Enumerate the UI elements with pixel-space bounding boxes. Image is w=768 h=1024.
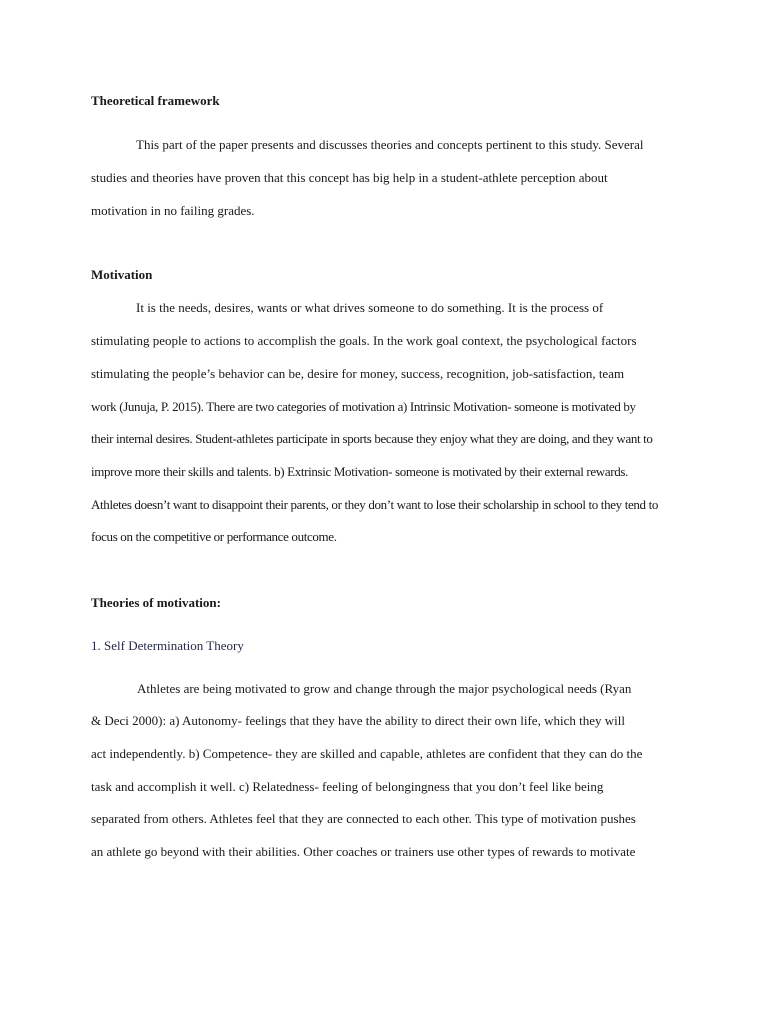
paragraph-line: their internal desires. Student-athletes participate in sports because they enjoy what they are doing, and they want to: [91, 431, 653, 446]
paragraph-line: focus on the competitive or performance outcome.: [91, 529, 337, 544]
heading-motivation: Motivation: [91, 267, 153, 282]
paragraph-line: task and accomplish it well. c) Relatedness- feeling of belongingness that you don’t feel like being: [91, 779, 604, 794]
paragraph-line: stimulating the people’s behavior can be, desire for money, success, recognition, job-satisfaction, team: [91, 366, 625, 381]
paragraph-line: separated from others. Athletes feel that they are connected to each other. This type of motivation pushes: [91, 811, 636, 826]
paragraph-line: work (Junuja, P. 2015). There are two categories of motivation a) Intrinsic Motivation- someone is motivated by: [91, 399, 636, 414]
paragraph-line: improve more their skills and talents. b) Extrinsic Motivation- someone is motivated by their external rewards.: [91, 464, 628, 479]
paragraph-line: studies and theories have proven that this concept has big help in a student-athlete perception about: [91, 170, 608, 185]
heading-theories-of-motivation: Theories of motivation:: [91, 595, 221, 610]
paragraph-line: an athlete go beyond with their abilities. Other coaches or trainers use other types of rewards to motivate: [91, 844, 636, 859]
paragraph-line: & Deci 2000): a) Autonomy- feelings that they have the ability to direct their own life, which they will: [91, 713, 625, 728]
paragraph-line: stimulating people to actions to accomplish the goals. In the work goal context, the psychological factors: [91, 333, 637, 348]
paragraph-line: Athletes doesn’t want to disappoint their parents, or they don’t want to lose their scholarship in school to they tend to: [91, 497, 658, 512]
heading-theoretical-framework: Theoretical framework: [91, 93, 220, 108]
paragraph-line: It is the needs, desires, wants or what drives someone to do something. It is the process of: [136, 300, 604, 315]
subheading-self-determination-theory: 1. Self Determination Theory: [91, 638, 244, 653]
paragraph-line: act independently. b) Competence- they are skilled and capable, athletes are confident that they can do the: [91, 746, 643, 761]
paragraph-line: motivation in no failing grades.: [91, 203, 255, 218]
paragraph-line: Athletes are being motivated to grow and change through the major psychological needs (Ryan: [137, 681, 632, 696]
paragraph-line: This part of the paper presents and discusses theories and concepts pertinent to this study. Several: [136, 137, 644, 152]
